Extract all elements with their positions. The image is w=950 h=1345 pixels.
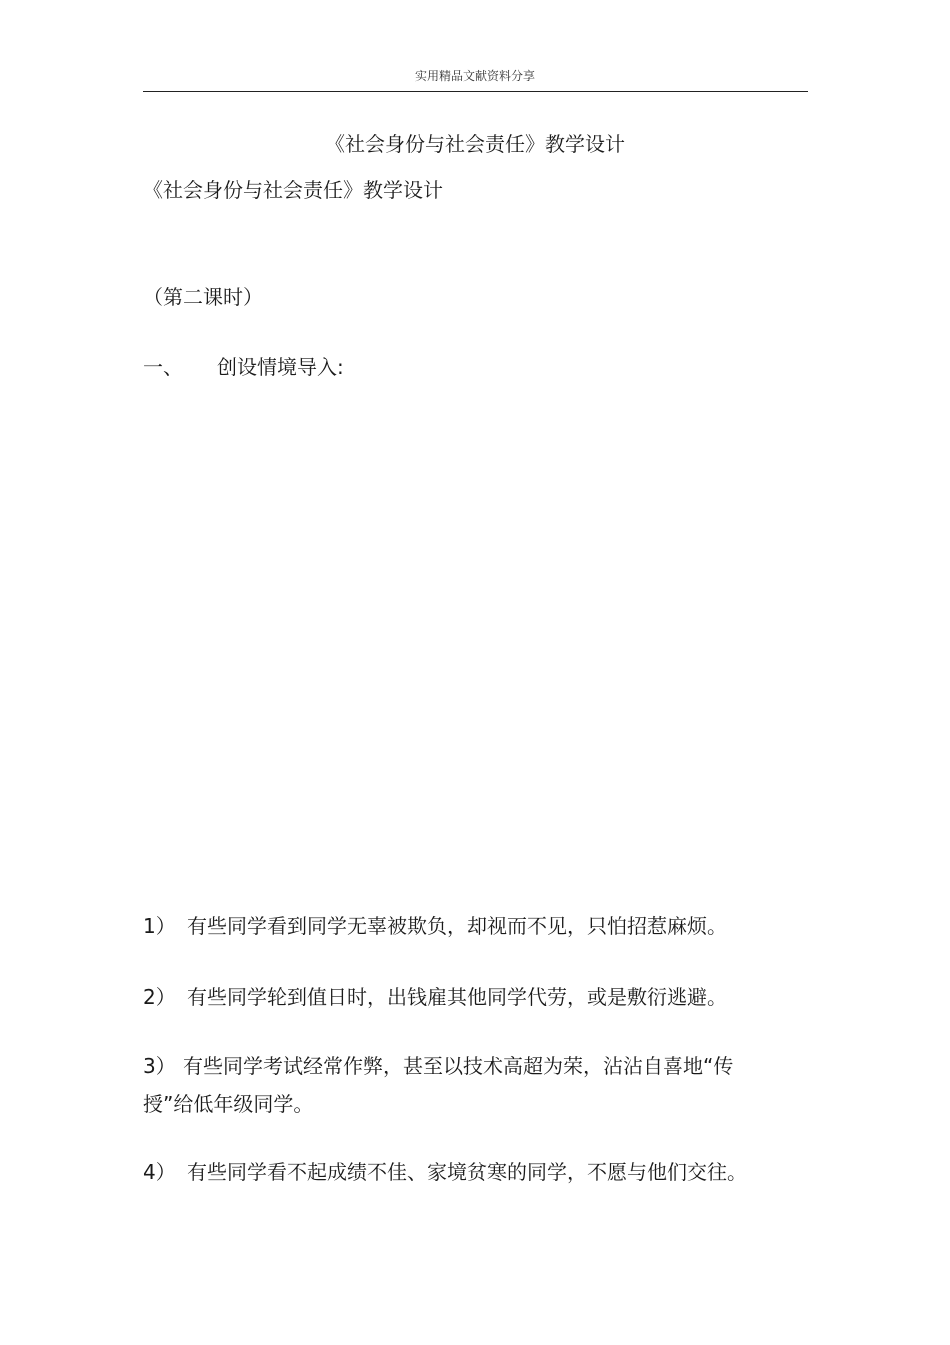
section-heading-text: 创设情境导入:	[217, 355, 344, 379]
lesson-label: （第二课时）	[143, 285, 263, 309]
document-title: 《社会身份与社会责任》教学设计	[325, 132, 625, 156]
list-item-number: 3）	[143, 1054, 176, 1078]
list-item	[143, 1047, 783, 1123]
list-item-text: 有些同学考试经常作弊，甚至以技术高超为荣，沾沾自喜地“传授”给低年级同学。	[143, 1054, 734, 1116]
list-item-number: 4）	[143, 1160, 176, 1184]
section-heading	[143, 351, 344, 380]
list-item-number: 1）	[143, 914, 176, 938]
header-divider	[143, 91, 808, 92]
list-item	[143, 1153, 783, 1191]
list-item-text: 有些同学看不起成绩不佳、家境贫寒的同学，不愿与他们交往。	[187, 1160, 747, 1184]
list-item-text: 有些同学看到同学无辜被欺负，却视而不见，只怕招惹麻烦。	[187, 914, 727, 938]
list-item-number: 2）	[143, 985, 176, 1009]
list-item	[143, 907, 783, 945]
list-item-text: 有些同学轮到值日时，出钱雇其他同学代劳，或是敷衍逃避。	[187, 985, 727, 1009]
document-subtitle: 《社会身份与社会责任》教学设计	[143, 178, 443, 202]
page-header: 实用精品文献资料分享	[414, 69, 535, 83]
section-marker: 一、	[143, 355, 183, 379]
list-item	[143, 978, 783, 1016]
